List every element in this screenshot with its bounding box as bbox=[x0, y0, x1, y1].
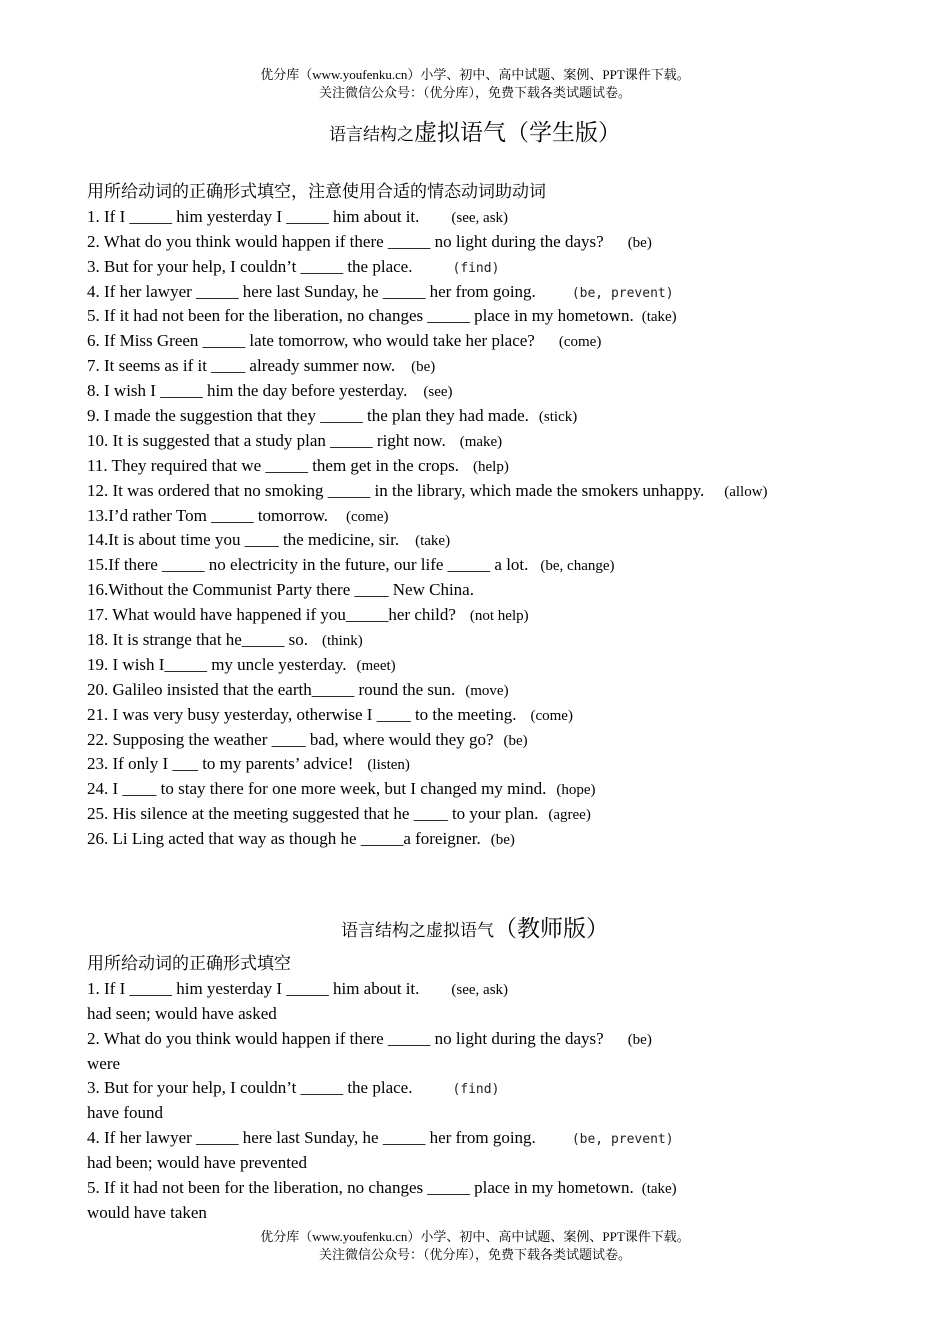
question-row bbox=[87, 528, 927, 553]
question-row bbox=[87, 752, 927, 777]
question-row bbox=[87, 504, 927, 529]
verb-hint: (take) bbox=[641, 1181, 677, 1198]
question-row bbox=[87, 703, 927, 728]
verb-hint: (take) bbox=[415, 533, 451, 550]
question-text: 6. If Miss Green _____ late tomorrow, who would take her place? bbox=[87, 331, 535, 351]
verb-hint: (allow) bbox=[724, 483, 768, 500]
question-text: 3. But for your help, I couldn’t _____ the place. bbox=[87, 1078, 413, 1098]
verb-hint: (meet) bbox=[356, 657, 396, 674]
verb-hint: (see) bbox=[423, 384, 453, 401]
student-question-list bbox=[87, 205, 927, 852]
student-title-main: 虚拟语气（学生版） bbox=[414, 120, 621, 145]
verb-hint: (help) bbox=[473, 458, 509, 475]
question-text: 20. Galileo insisted that the earth_____ round the sun. bbox=[87, 679, 456, 699]
footer-line-2: 关注微信公众号：（优分库），免费下载各类试题试卷。 bbox=[318, 1247, 631, 1262]
question-row bbox=[87, 329, 927, 354]
question-text: 5. If it had not been for the liberation, no changes _____ place in my hometown. bbox=[87, 1178, 634, 1198]
verb-hint: (make) bbox=[459, 433, 503, 450]
teacher-version-title bbox=[0, 910, 950, 943]
question-row bbox=[87, 827, 927, 852]
question-row bbox=[87, 678, 927, 703]
teacher-title-main: （教师版） bbox=[494, 916, 609, 941]
question-text: 2. What do you think would happen if there _____ no light during the days? bbox=[87, 1028, 604, 1048]
question-text: 4. If her lawyer _____ here last Sunday, he _____ her from going. bbox=[87, 1128, 536, 1148]
student-instruction: 用所给动词的正确形式填空，注意使用合适的情态动词助动词 bbox=[87, 182, 546, 201]
verb-hint: (stick) bbox=[538, 409, 578, 426]
verb-hint: (come) bbox=[530, 707, 573, 724]
verb-hint: (be) bbox=[627, 234, 652, 251]
question-row bbox=[87, 304, 927, 329]
question-text: 18. It is strange that he_____ so. bbox=[87, 630, 308, 650]
verb-hint: (take) bbox=[641, 309, 677, 326]
teacher-instruction: 用所给动词的正确形式填空 bbox=[87, 954, 291, 973]
question-text: 5. If it had not been for the liberation, no changes _____ place in my hometown. bbox=[87, 306, 634, 326]
footer-line-1: 优分库（www.youfenku.cn）小学、初中、高中试题、案例、PPT课件下载。 bbox=[260, 1229, 690, 1244]
verb-hint: (see, ask) bbox=[451, 981, 509, 998]
question-row bbox=[87, 578, 927, 603]
question-text: 17. What would have happened if you_____her child? bbox=[87, 605, 456, 625]
question-text: 10. It is suggested that a study plan _____ right now. bbox=[87, 430, 446, 450]
question-text: 16.Without the Communist Party there ____ New China. bbox=[87, 580, 474, 600]
question-text: 1. If I _____ him yesterday I _____ him about it. bbox=[87, 206, 420, 226]
verb-hint: (be) bbox=[411, 359, 436, 376]
verb-hint: (think) bbox=[321, 633, 363, 650]
question-text: 24. I ____ to stay there for one more week, but I changed my mind. bbox=[87, 779, 547, 799]
question-row bbox=[87, 728, 927, 753]
question-text: 3. But for your help, I couldn’t _____ the place. bbox=[87, 256, 413, 276]
verb-hint: (be) bbox=[627, 1031, 652, 1048]
question-row bbox=[87, 628, 927, 653]
question-text: 8. I wish I _____ him the day before yesterday. bbox=[87, 381, 408, 401]
student-version-title bbox=[0, 114, 950, 147]
question-row bbox=[87, 1176, 927, 1201]
question-text: 4. If her lawyer _____ here last Sunday, he _____ her from going. bbox=[87, 281, 536, 301]
question-row bbox=[87, 230, 927, 255]
verb-hint: (be) bbox=[503, 732, 528, 749]
question-text: 2. What do you think would happen if there _____ no light during the days? bbox=[87, 231, 604, 251]
question-text: 13.I’d rather Tom _____ tomorrow. bbox=[87, 505, 329, 525]
question-text: 15.If there _____ no electricity in the future, our life _____ a lot. bbox=[87, 555, 529, 575]
question-row bbox=[87, 379, 927, 404]
question-row bbox=[87, 454, 927, 479]
verb-hint: (agree) bbox=[548, 807, 591, 824]
question-row bbox=[87, 802, 927, 827]
question-text: 12. It was ordered that no smoking _____ in the library, which made the smokers unhappy. bbox=[87, 480, 705, 500]
question-row bbox=[87, 553, 927, 578]
verb-hint: (move) bbox=[465, 682, 509, 699]
question-row bbox=[87, 1126, 927, 1151]
verb-hint: (come) bbox=[346, 508, 389, 525]
verb-hint: (not help) bbox=[469, 608, 529, 625]
verb-hint: (see, ask) bbox=[451, 209, 509, 226]
question-text: 22. Supposing the weather ____ bad, where would they go? bbox=[87, 729, 494, 749]
verb-hint: (be) bbox=[490, 832, 515, 849]
question-text: 11. They required that we _____ them get in the crops. bbox=[87, 455, 460, 475]
verb-hint: (come) bbox=[558, 334, 602, 351]
question-row bbox=[87, 205, 927, 230]
verb-hint: (find) bbox=[452, 260, 500, 276]
question-row bbox=[87, 255, 927, 280]
verb-hint: (find) bbox=[452, 1082, 500, 1098]
question-text: 9. I made the suggestion that they _____ the plan they had made. bbox=[87, 406, 529, 426]
answer-text: have found bbox=[87, 1103, 164, 1123]
answer-text: had been; would have prevented bbox=[87, 1153, 307, 1173]
page-header bbox=[0, 66, 950, 102]
question-row bbox=[87, 653, 927, 678]
question-text: 19. I wish I_____ my uncle yesterday. bbox=[87, 654, 347, 674]
answer-text: were bbox=[87, 1053, 121, 1073]
page-footer bbox=[0, 1228, 950, 1264]
question-text: 26. Li Ling acted that way as though he _____a foreigner. bbox=[87, 829, 481, 849]
question-row bbox=[87, 1027, 927, 1052]
question-text: 1. If I _____ him yesterday I _____ him about it. bbox=[87, 978, 420, 998]
question-row bbox=[87, 429, 927, 454]
verb-hint: (be, change) bbox=[540, 558, 615, 575]
question-row bbox=[87, 479, 927, 504]
student-exercise-section bbox=[87, 180, 927, 852]
header-line-2: 关注微信公众号：（优分库），免费下载各类试题试卷。 bbox=[318, 85, 631, 100]
question-row bbox=[87, 603, 927, 628]
teacher-item-list bbox=[87, 977, 927, 1226]
question-row bbox=[87, 977, 927, 1002]
question-text: 25. His silence at the meeting suggested that he ____ to your plan. bbox=[87, 804, 539, 824]
header-line-1: 优分库（www.youfenku.cn）小学、初中、高中试题、案例、PPT课件下载。 bbox=[260, 67, 690, 82]
question-text: 14.It is about time you ____ the medicine, sir. bbox=[87, 530, 400, 550]
question-text: 21. I was very busy yesterday, otherwise I ____ to the meeting. bbox=[87, 704, 517, 724]
question-row bbox=[87, 404, 927, 429]
answer-text: would have taken bbox=[87, 1202, 207, 1222]
verb-hint: (be, prevent) bbox=[571, 285, 674, 301]
student-title-prefix: 语言结构之 bbox=[329, 125, 414, 144]
question-row bbox=[87, 354, 927, 379]
question-row bbox=[87, 280, 927, 305]
teacher-title-prefix: 语言结构之虚拟语气 bbox=[341, 921, 494, 940]
question-text: 7. It seems as if it ____ already summer now. bbox=[87, 356, 396, 376]
question-row bbox=[87, 1076, 927, 1101]
verb-hint: (listen) bbox=[367, 757, 410, 774]
verb-hint: (be, prevent) bbox=[571, 1132, 674, 1148]
question-row bbox=[87, 777, 927, 802]
question-text: 23. If only I ___ to my parents’ advice! bbox=[87, 754, 354, 774]
verb-hint: (hope) bbox=[556, 782, 596, 799]
answer-text: had seen; would have asked bbox=[87, 1003, 277, 1023]
teacher-answer-section bbox=[87, 952, 927, 1226]
